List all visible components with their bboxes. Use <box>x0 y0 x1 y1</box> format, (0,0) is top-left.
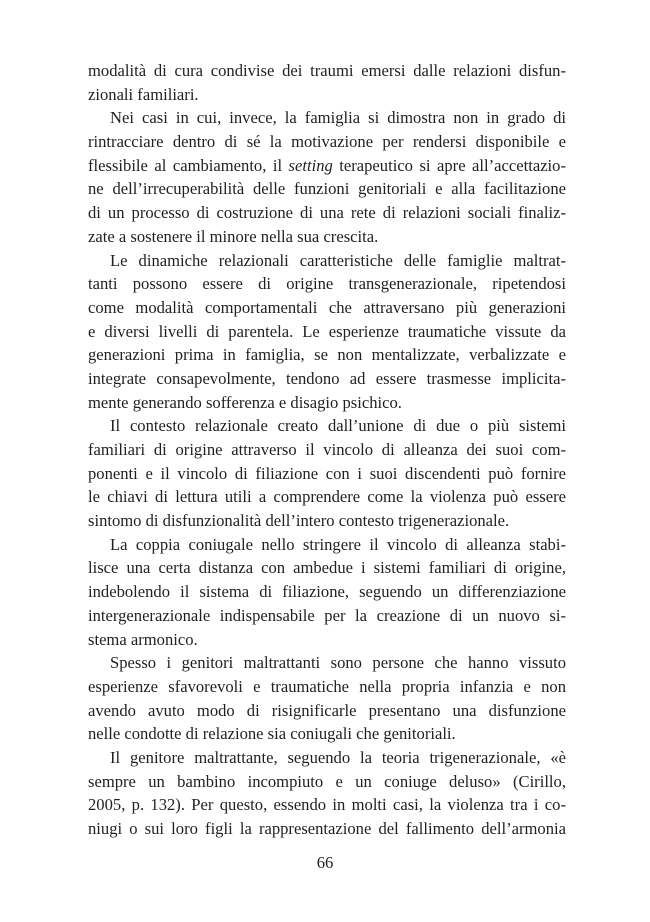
text-line: tanti possono essere di origine transgenerazionale, ripetendosi <box>88 274 566 294</box>
text-line: Il genitore maltrattante, seguendo la teoria trigenerazionale, «è <box>110 747 566 767</box>
paragraph <box>88 533 566 651</box>
paragraph <box>88 414 566 532</box>
text-line: esperienze sfavorevoli e traumatiche nella propria infanzia e non <box>88 676 566 696</box>
text-line: niugi o sui loro figli la rappresentazione del fallimento dell’armonia <box>88 819 566 838</box>
text-line: intergenerazionale indispensabile per la creazione di un nuovo si- <box>88 605 566 625</box>
text-line: nelle condotte di relazione sia coniugali che genitoriali. <box>88 724 456 744</box>
text-line: modalità di cura condivise dei traumi emersi dalle relazioni disfun- <box>88 61 566 80</box>
text-line: 2005, p. 132). Per questo, essendo in molti casi, la violenza tra i co- <box>88 795 566 815</box>
text-line: ne dell’irrecuperabilità delle funzioni genitoriali e alla facilitazione <box>88 179 566 199</box>
text-line: lisce una certa distanza con ambedue i sistemi familiari di origine, <box>88 558 566 578</box>
text-line: zate a sostenere il minore nella sua crescita. <box>88 226 379 246</box>
text-line: e diversi livelli di parentela. Le esperienze traumatiche vissute da <box>88 321 566 341</box>
text-line: indebolendo il sistema di filiazione, seguendo un differenziazione <box>88 582 566 602</box>
text-line: ponenti e il vincolo di filiazione con i suoi discendenti può fornire <box>88 463 566 483</box>
text-line: Spesso i genitori maltrattanti sono persone che hanno vissuto <box>110 653 566 673</box>
text-line: avendo avuto modo di risignificarle presentano una disfunzione <box>88 700 566 720</box>
text-line <box>88 154 566 178</box>
text-segment: flessibile al cambiamento, il <box>88 155 289 175</box>
text-line: La coppia coniugale nello stringere il vincolo di alleanza stabi- <box>110 534 566 554</box>
text-line: generazioni prima in famiglia, se non mentalizzate, verbalizzate e <box>88 345 566 365</box>
text-segment: terapeutico si apre all’accettazio- <box>332 155 566 175</box>
text-line: Il contesto relazionale creato dall’unione di due o più sistemi <box>110 416 566 436</box>
text-line: Le dinamiche relazionali caratteristiche delle famiglie maltrat- <box>110 250 566 270</box>
paragraph <box>88 106 566 248</box>
page-number: 66 <box>316 853 334 872</box>
text-line: Nei casi in cui, invece, la famiglia si dimostra non in grado di <box>110 108 566 128</box>
text-line: integrate consapevolmente, tendono ad essere trasmesse implicita- <box>88 368 566 388</box>
italic-term: setting <box>288 155 333 175</box>
text-line: sintomo di disfunzionalità dell’intero contesto trigenerazionale. <box>88 511 510 531</box>
page-body <box>88 59 566 841</box>
text-line: le chiavi di lettura utili a comprendere come la violenza può essere <box>88 487 566 507</box>
paragraph <box>88 746 566 841</box>
text-line: sempre un bambino incompiuto e un coniuge deluso» (Cirillo, <box>88 771 566 791</box>
paragraph <box>88 59 566 106</box>
text-line: mente generando sofferenza e disagio psichico. <box>88 392 402 412</box>
text-line: di un processo di costruzione di una rete di relazioni sociali finaliz- <box>88 203 566 223</box>
paragraph <box>88 249 566 415</box>
text-line: rintracciare dentro di sé la motivazione per rendersi disponibile e <box>88 132 566 152</box>
text-line: familiari di origine attraverso il vincolo di alleanza dei suoi com- <box>88 440 566 459</box>
text-line: stema armonico. <box>88 629 198 649</box>
text-line: come modalità comportamentali che attraversano più generazioni <box>88 297 566 317</box>
text-line: zionali familiari. <box>88 84 199 104</box>
paragraph <box>88 651 566 746</box>
